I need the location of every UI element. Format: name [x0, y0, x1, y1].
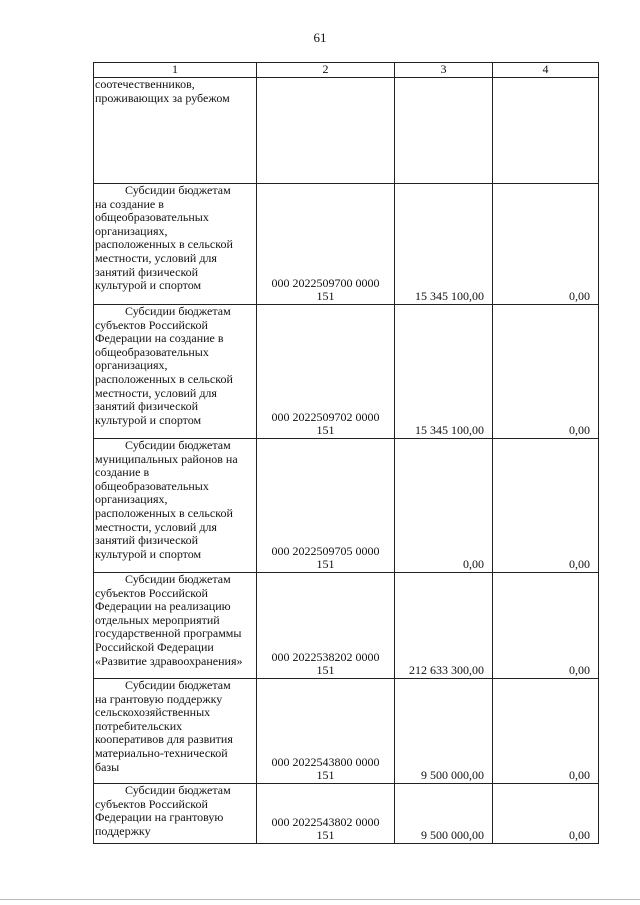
description-line: соотечественников, [95, 77, 195, 91]
description-line: занятий физической [95, 399, 199, 414]
table-row [94, 305, 599, 439]
row-code [257, 305, 395, 439]
code-line: 151 [316, 663, 335, 678]
row-amount-col4: 0,00 [493, 784, 599, 844]
description-line: сельскохозяйственных [95, 705, 211, 720]
row-description [94, 184, 257, 305]
page-bottom-rule [0, 899, 640, 900]
row-amount-col3: 212 633 300,00 [395, 573, 493, 679]
description-line: материально-технической [95, 745, 228, 760]
description-line: Федерации на грантовую [95, 810, 224, 825]
description-line: на создание в [95, 196, 164, 211]
description-line: занятий физической [95, 264, 199, 279]
description-line: создание в [95, 465, 150, 480]
row-code [257, 784, 395, 844]
description-line: организациях, [95, 492, 168, 507]
row-amount-col3: 15 345 100,00 [395, 184, 493, 305]
description-line: занятий физической [95, 533, 199, 548]
description-line: Субсидии бюджетам [125, 783, 231, 797]
description-line: расположенных в сельской [95, 237, 233, 252]
row-amount-col4: 0,00 [493, 573, 599, 679]
row-description [94, 784, 257, 844]
description-line: субъектов Российской [95, 317, 208, 332]
description-line: Федерации на реализацию [95, 599, 231, 614]
row-code [257, 679, 395, 784]
description-line: проживающих за рубежом [95, 90, 230, 105]
description-line: Субсидии бюджетам [125, 438, 231, 452]
code-line: 000 2022543802 0000 [271, 814, 380, 829]
row-amount-col4 [493, 78, 599, 184]
description-line: Субсидии бюджетам [125, 183, 231, 197]
row-amount-col4: 0,00 [493, 679, 599, 784]
description-line: общеобразовательных [95, 344, 209, 359]
row-code [257, 184, 395, 305]
row-code [257, 573, 395, 679]
row-description [94, 679, 257, 784]
column-header-2: 2 [257, 63, 395, 78]
row-amount-col3: 9 500 000,00 [395, 679, 493, 784]
description-line: отдельных мероприятий [95, 612, 220, 627]
table-row [94, 679, 599, 784]
column-header-3: 3 [395, 63, 493, 78]
row-description [94, 78, 257, 184]
description-line: расположенных в сельской [95, 505, 233, 520]
description-line: на грантовую поддержку [95, 691, 223, 706]
code-line: 000 2022509702 0000 [271, 409, 380, 424]
row-amount-col3: 15 345 100,00 [395, 305, 493, 439]
description-line: поддержку [95, 823, 151, 838]
description-line: кооперативов для развития [95, 732, 233, 747]
row-code [257, 78, 395, 184]
row-amount-col4: 0,00 [493, 184, 599, 305]
description-line: потребительских [95, 718, 183, 733]
code-line: 151 [316, 828, 335, 843]
description-line: Субсидии бюджетам [125, 572, 231, 586]
description-line: муниципальных районов на [95, 451, 238, 466]
table-row [94, 784, 599, 844]
description-line: организациях, [95, 223, 168, 238]
table-row [94, 573, 599, 679]
code-line: 151 [316, 557, 335, 572]
description-line: общеобразовательных [95, 478, 209, 493]
description-line: Российской Федерации [95, 639, 214, 654]
description-line: базы [95, 759, 120, 774]
row-description [94, 439, 257, 573]
description-line: культурой и спортом [95, 412, 202, 427]
description-line: местности, условий для [95, 519, 217, 534]
description-line: Субсидии бюджетам [125, 678, 231, 692]
row-description [94, 573, 257, 679]
column-header-4: 4 [493, 63, 599, 78]
description-line: организациях, [95, 358, 168, 373]
description-line: субъектов Российской [95, 585, 208, 600]
code-line: 000 2022509705 0000 [271, 543, 380, 558]
row-amount-col4: 0,00 [493, 439, 599, 573]
description-line: субъектов Российской [95, 796, 208, 811]
description-line: местности, условий для [95, 250, 217, 265]
table-row [94, 78, 599, 184]
column-header-1: 1 [94, 63, 257, 78]
description-line: общеобразовательных [95, 210, 209, 225]
table-header-row [94, 63, 599, 78]
description-line: местности, условий для [95, 385, 217, 400]
row-amount-col3 [395, 78, 493, 184]
budget-table [93, 62, 599, 844]
row-code [257, 439, 395, 573]
row-amount-col3: 0,00 [395, 439, 493, 573]
description-line: расположенных в сельской [95, 371, 233, 386]
code-line: 000 2022509700 0000 [271, 275, 380, 290]
description-line: Субсидии бюджетам [125, 304, 231, 318]
code-line: 151 [316, 423, 335, 438]
table-row [94, 184, 599, 305]
code-line: 151 [316, 289, 335, 304]
description-line: Федерации на создание в [95, 331, 224, 346]
description-line: государственной программы [95, 626, 242, 641]
row-amount-col3: 9 500 000,00 [395, 784, 493, 844]
code-line: 151 [316, 768, 335, 783]
description-line: культурой и спортом [95, 278, 202, 293]
page-number: 61 [313, 30, 327, 45]
row-description [94, 305, 257, 439]
description-line: «Развитие здравоохранения» [95, 653, 243, 668]
row-amount-col4: 0,00 [493, 305, 599, 439]
table-row [94, 439, 599, 573]
code-line: 000 2022538202 0000 [271, 649, 380, 664]
code-line: 000 2022543800 0000 [271, 754, 380, 769]
description-line: культурой и спортом [95, 546, 202, 561]
